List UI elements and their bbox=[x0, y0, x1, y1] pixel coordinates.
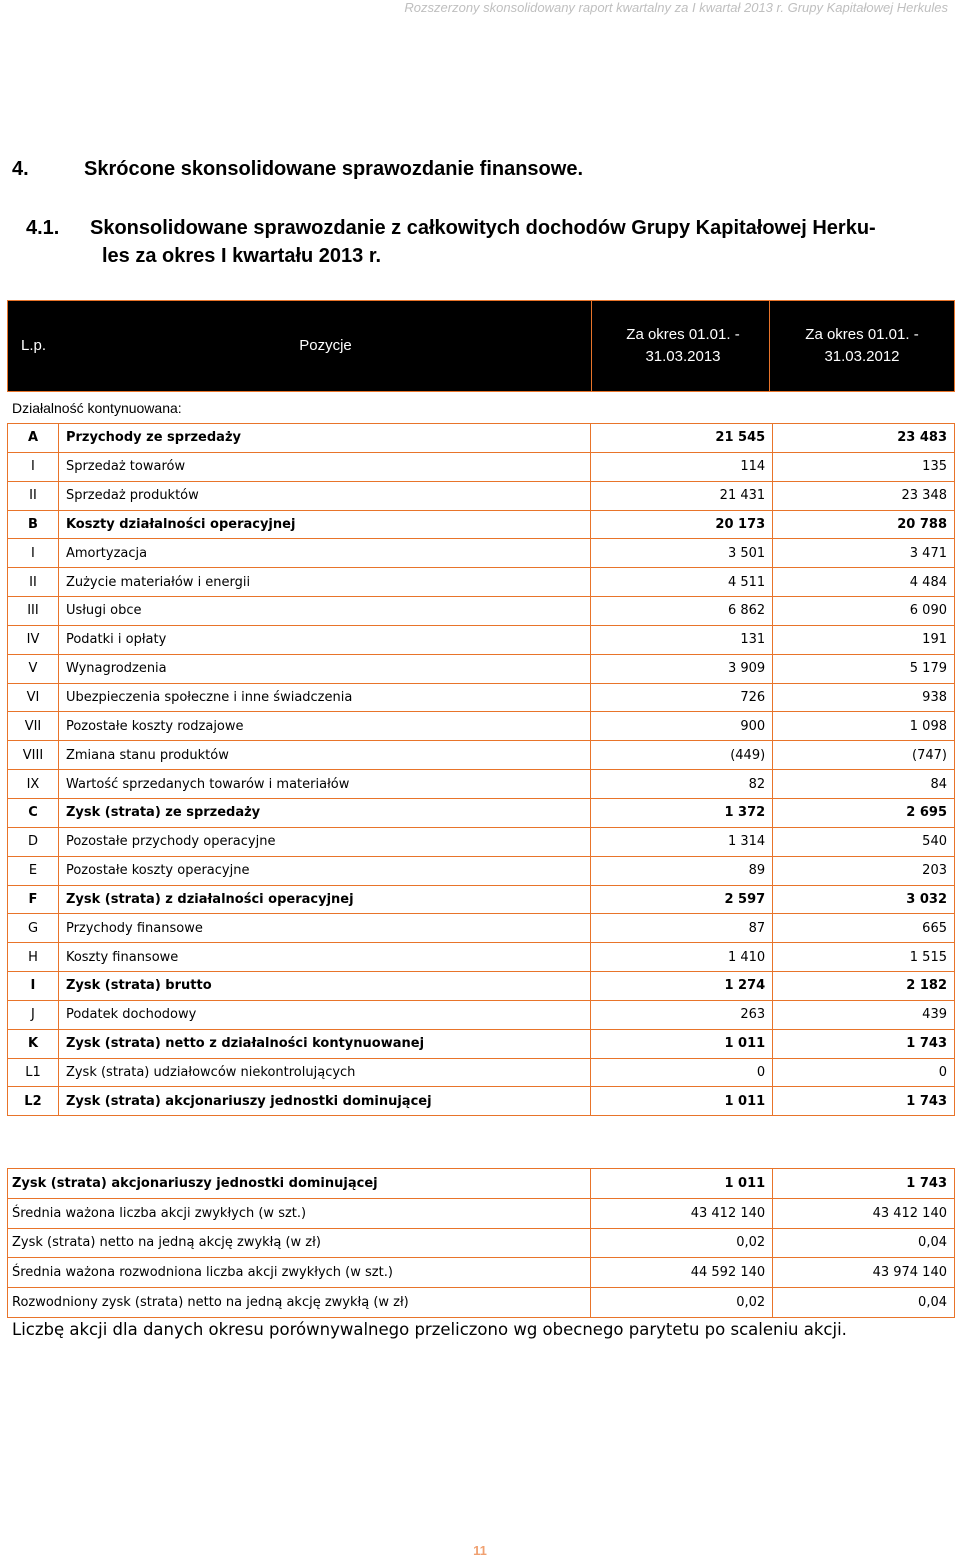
header-lp: L.p. bbox=[20, 337, 47, 354]
row-value-2012: 665 bbox=[773, 914, 955, 943]
row-lp: VI bbox=[8, 683, 59, 712]
row-name: Podatek dochodowy bbox=[58, 1000, 590, 1029]
row-value-2012: 20 788 bbox=[773, 510, 955, 539]
row-value-2013: 3 909 bbox=[591, 654, 773, 683]
row-name: Wynagrodzenia bbox=[58, 654, 590, 683]
row-name: Usługi obce bbox=[58, 597, 590, 626]
subsection-title-line2: les za okres I kwartału 2013 r. bbox=[102, 245, 382, 267]
table-row bbox=[8, 625, 955, 654]
row-value-2012: 23 483 bbox=[773, 424, 955, 453]
row-value-2012: 1 098 bbox=[773, 712, 955, 741]
row-lp: VII bbox=[8, 712, 59, 741]
row-value-2012: 203 bbox=[773, 856, 955, 885]
table-row bbox=[8, 885, 955, 914]
table-row bbox=[8, 597, 955, 626]
row-lp: III bbox=[8, 597, 59, 626]
footnote: Liczbę akcji dla danych okresu porównywalnego przeliczono wg obecnego parytetu po scaleniu akcji. bbox=[12, 1320, 847, 1339]
eps-row-value-2012: 43 412 140 bbox=[773, 1198, 955, 1228]
row-lp: L2 bbox=[8, 1087, 59, 1116]
table-row bbox=[8, 568, 955, 597]
subsection-heading bbox=[26, 214, 936, 270]
eps-row-name: Zysk (strata) netto na jedną akcję zwykłą (w zł) bbox=[8, 1228, 591, 1258]
header-period-2013-line1: Za okres 01.01. - bbox=[626, 326, 740, 343]
section-number: 4. bbox=[12, 158, 29, 180]
row-name: Zmiana stanu produktów bbox=[58, 741, 590, 770]
row-lp: L1 bbox=[8, 1058, 59, 1087]
row-value-2013: 89 bbox=[591, 856, 773, 885]
table-row bbox=[8, 827, 955, 856]
row-value-2013: 21 545 bbox=[591, 424, 773, 453]
row-value-2013: 1 410 bbox=[591, 943, 773, 972]
table-row bbox=[8, 424, 955, 453]
table-row bbox=[8, 1029, 955, 1058]
row-value-2013: 82 bbox=[591, 770, 773, 799]
row-value-2013: 1 314 bbox=[591, 827, 773, 856]
row-value-2012: 0 bbox=[773, 1058, 955, 1087]
row-value-2013: 1 274 bbox=[591, 972, 773, 1001]
header-period-2012-line1: Za okres 01.01. - bbox=[805, 326, 919, 343]
row-name: Zysk (strata) netto z działalności kontynuowanej bbox=[58, 1029, 590, 1058]
row-name: Koszty finansowe bbox=[58, 943, 590, 972]
row-value-2012: 2 695 bbox=[773, 798, 955, 827]
row-value-2012: 135 bbox=[773, 452, 955, 481]
row-name: Zysk (strata) akcjonariuszy jednostki dominującej bbox=[58, 1087, 590, 1116]
row-lp: VIII bbox=[8, 741, 59, 770]
table-row bbox=[8, 1258, 955, 1288]
row-value-2013: 131 bbox=[591, 625, 773, 654]
table-row bbox=[8, 798, 955, 827]
row-value-2013: 263 bbox=[591, 1000, 773, 1029]
table-row bbox=[8, 1228, 955, 1258]
eps-row-value-2013: 44 592 140 bbox=[591, 1258, 773, 1288]
subsection-number: 4.1. bbox=[26, 217, 60, 239]
header-pozycje: Pozycje bbox=[299, 337, 352, 354]
eps-row-name: Średnia ważona rozwodniona liczba akcji zwykłych (w szt.) bbox=[8, 1258, 591, 1288]
subsection-title-line1: Skonsolidowane sprawozdanie z całkowitych dochodów Grupy Kapitałowej Herku- bbox=[90, 217, 876, 239]
row-lp: I bbox=[8, 972, 59, 1001]
row-name: Zużycie materiałów i energii bbox=[58, 568, 590, 597]
row-value-2013: 1 011 bbox=[591, 1087, 773, 1116]
row-lp: II bbox=[8, 481, 59, 510]
row-name: Koszty działalności operacyjnej bbox=[58, 510, 590, 539]
row-name: Zysk (strata) ze sprzedaży bbox=[58, 798, 590, 827]
table-row bbox=[8, 510, 955, 539]
row-value-2012: 3 032 bbox=[773, 885, 955, 914]
running-header: Rozszerzony skonsolidowany raport kwartalny za I kwartał 2013 r. Grupy Kapitałowej Herkules bbox=[404, 0, 948, 15]
row-name: Zysk (strata) brutto bbox=[58, 972, 590, 1001]
table-row bbox=[8, 972, 955, 1001]
row-lp: IV bbox=[8, 625, 59, 654]
table-row bbox=[8, 452, 955, 481]
section-label: Działalność kontynuowana: bbox=[12, 400, 182, 416]
table-row bbox=[8, 539, 955, 568]
table-row bbox=[8, 481, 955, 510]
row-value-2013: 3 501 bbox=[591, 539, 773, 568]
eps-row-value-2012: 0,04 bbox=[773, 1288, 955, 1318]
row-value-2012: 191 bbox=[773, 625, 955, 654]
row-value-2013: 20 173 bbox=[591, 510, 773, 539]
row-lp: C bbox=[8, 798, 59, 827]
eps-row-name: Rozwodniony zysk (strata) netto na jedną akcję zwykłą (w zł) bbox=[8, 1288, 591, 1318]
row-name: Ubezpieczenia społeczne i inne świadczenia bbox=[58, 683, 590, 712]
table-row bbox=[8, 856, 955, 885]
header-period-2013-line2: 31.03.2013 bbox=[645, 348, 721, 365]
table-header bbox=[7, 300, 955, 392]
row-value-2013: 900 bbox=[591, 712, 773, 741]
row-lp: G bbox=[8, 914, 59, 943]
row-value-2012: 6 090 bbox=[773, 597, 955, 626]
row-value-2012: 540 bbox=[773, 827, 955, 856]
row-value-2012: 4 484 bbox=[773, 568, 955, 597]
row-value-2012: (747) bbox=[773, 741, 955, 770]
row-value-2013: 0 bbox=[591, 1058, 773, 1087]
row-name: Wartość sprzedanych towarów i materiałów bbox=[58, 770, 590, 799]
eps-row-value-2013: 0,02 bbox=[591, 1288, 773, 1318]
row-name: Pozostałe koszty rodzajowe bbox=[58, 712, 590, 741]
row-value-2012: 1 743 bbox=[773, 1029, 955, 1058]
row-name: Pozostałe przychody operacyjne bbox=[58, 827, 590, 856]
row-lp: I bbox=[8, 539, 59, 568]
table-row bbox=[8, 683, 955, 712]
row-value-2012: 2 182 bbox=[773, 972, 955, 1001]
row-value-2012: 439 bbox=[773, 1000, 955, 1029]
row-value-2012: 3 471 bbox=[773, 539, 955, 568]
row-value-2013: 87 bbox=[591, 914, 773, 943]
row-value-2013: 114 bbox=[591, 452, 773, 481]
table-row bbox=[8, 1169, 955, 1199]
row-lp: B bbox=[8, 510, 59, 539]
row-lp: I bbox=[8, 452, 59, 481]
table-row bbox=[8, 770, 955, 799]
table-row bbox=[8, 943, 955, 972]
row-value-2012: 23 348 bbox=[773, 481, 955, 510]
row-name: Zysk (strata) z działalności operacyjnej bbox=[58, 885, 590, 914]
row-lp: D bbox=[8, 827, 59, 856]
row-value-2012: 1 743 bbox=[773, 1087, 955, 1116]
table-row bbox=[8, 1000, 955, 1029]
row-value-2012: 938 bbox=[773, 683, 955, 712]
table-row bbox=[8, 1087, 955, 1116]
eps-row-value-2013: 43 412 140 bbox=[591, 1198, 773, 1228]
header-period-2012 bbox=[770, 301, 954, 391]
eps-row-value-2013: 0,02 bbox=[591, 1228, 773, 1258]
row-name: Zysk (strata) udziałowców niekontrolujących bbox=[58, 1058, 590, 1087]
table-row bbox=[8, 712, 955, 741]
eps-table bbox=[7, 1168, 955, 1318]
row-name: Przychody finansowe bbox=[58, 914, 590, 943]
table-row bbox=[8, 914, 955, 943]
row-value-2013: 1 011 bbox=[591, 1029, 773, 1058]
row-name: Przychody ze sprzedaży bbox=[58, 424, 590, 453]
row-lp: A bbox=[8, 424, 59, 453]
row-value-2013: 2 597 bbox=[591, 885, 773, 914]
income-statement-table bbox=[7, 423, 955, 1116]
row-lp: K bbox=[8, 1029, 59, 1058]
row-lp: H bbox=[8, 943, 59, 972]
row-name: Sprzedaż produktów bbox=[58, 481, 590, 510]
row-lp: V bbox=[8, 654, 59, 683]
eps-row-value-2012: 1 743 bbox=[773, 1169, 955, 1199]
eps-row-value-2012: 0,04 bbox=[773, 1228, 955, 1258]
row-lp: E bbox=[8, 856, 59, 885]
row-value-2013: 21 431 bbox=[591, 481, 773, 510]
header-period-2013 bbox=[592, 301, 774, 391]
table-row bbox=[8, 741, 955, 770]
row-value-2013: 1 372 bbox=[591, 798, 773, 827]
section-title: Skrócone skonsolidowane sprawozdanie finansowe. bbox=[84, 158, 584, 180]
table-row bbox=[8, 654, 955, 683]
row-name: Pozostałe koszty operacyjne bbox=[58, 856, 590, 885]
page-number: 11 bbox=[473, 1543, 487, 1558]
eps-row-name: Średnia ważona liczba akcji zwykłych (w szt.) bbox=[8, 1198, 591, 1228]
table-row bbox=[8, 1288, 955, 1318]
header-period-2012-line2: 31.03.2012 bbox=[824, 348, 900, 365]
eps-row-name: Zysk (strata) akcjonariuszy jednostki dominującej bbox=[8, 1169, 591, 1199]
row-lp: IX bbox=[8, 770, 59, 799]
row-name: Podatki i opłaty bbox=[58, 625, 590, 654]
row-value-2012: 84 bbox=[773, 770, 955, 799]
row-lp: II bbox=[8, 568, 59, 597]
row-value-2013: (449) bbox=[591, 741, 773, 770]
row-value-2013: 726 bbox=[591, 683, 773, 712]
row-lp: F bbox=[8, 885, 59, 914]
row-value-2012: 5 179 bbox=[773, 654, 955, 683]
table-row bbox=[8, 1058, 955, 1087]
row-value-2013: 6 862 bbox=[591, 597, 773, 626]
table-row bbox=[8, 1198, 955, 1228]
row-value-2013: 4 511 bbox=[591, 568, 773, 597]
row-value-2012: 1 515 bbox=[773, 943, 955, 972]
row-name: Sprzedaż towarów bbox=[58, 452, 590, 481]
row-name: Amortyzacja bbox=[58, 539, 590, 568]
row-lp: J bbox=[8, 1000, 59, 1029]
eps-row-value-2012: 43 974 140 bbox=[773, 1258, 955, 1288]
section-heading bbox=[12, 158, 583, 181]
eps-row-value-2013: 1 011 bbox=[591, 1169, 773, 1199]
